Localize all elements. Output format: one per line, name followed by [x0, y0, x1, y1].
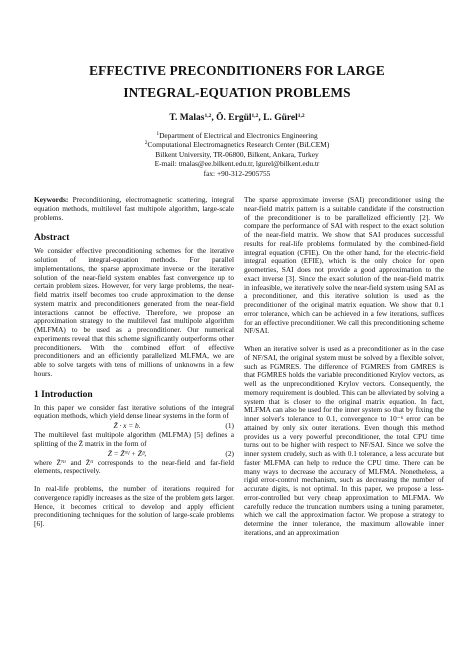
intro-paragraph: The multilevel fast multipole algorithm (MLFMA) [5] defines a splitting of the Z̄ matrix in the form of — [34, 430, 234, 448]
keywords-label: Keywords: — [34, 195, 69, 204]
author-sup: 1,2 — [251, 113, 259, 119]
title-line-1: EFFECTIVE PRECONDITIONERS FOR LARGE — [89, 63, 385, 78]
author-names: , L. Gürel — [258, 113, 298, 123]
right-column — [244, 196, 444, 538]
abstract-heading: Abstract — [34, 233, 70, 244]
author-sup: 1,2 — [297, 113, 305, 119]
author-sup: 1,2 — [204, 113, 212, 119]
abstract-text: We consider effective preconditioning schemes for the iterative solution of integral-equation methods. For parallel implementations, the sparse approximate inverse or the iterative solution of the near-field system enables fast convergence up to certain problem sizes. However, for very large problems, the near-field matrix itself becomes too crude approximation to the dense system matrix and preconditioners generated from the near-field interactions cannot be effective. Therefore, we propose an approximation strategy to the multilevel fast multipole algorithm (MLFMA) to be used as a preconditioner. Our numerical experiments reveal that this scheme significantly outperforms other preconditioners. With the combined effort of effective preconditioners and an efficiently parallelized MLFMA, we are able to solve targets with tens of millions of unknowns in a few hours. — [34, 246, 234, 378]
intro-paragraph: In real-life problems, the number of iterations required for convergence rapidly increases as the size of the problem gets larger. Hence, it becomes critical to develop and apply efficient preconditioning techniques for the solution of large-scale problems [6]. — [34, 484, 234, 528]
fax-line: fax: +90-312-2905755 — [203, 168, 271, 178]
body-paragraph: The sparse approximate inverse (SAI) preconditioner using the near-field matrix pattern is a suitable candidate if the construction of the preconditioner is to be parallelized efficiently [2]. We compare the performance of SAI with respect to the exact solution of the near-field matrix. We show that SAI produces successful results for real-life problems formulated by the combined-field integral equation (CFIE). On the other hand, for the electric-field integral equation (EFIE), which is the only choice for open geometries, SAI does not provide a good approximation to the exact inverse [3]. Since the exact solution of the near-field matrix in infeasible, we iteratively solve the near-field system using SAI as a preconditioner, and this iterative solution is used as the preconditioner of the original matrix equation. We show that 0.1 error tolerance, which can be achieved in a few iterations, suffices for an effective preconditioner. We call this preconditioning scheme NF/SAI. — [244, 195, 444, 336]
equation-2 — [34, 449, 234, 459]
equation-2-body: Z̄ = Z̄ᴺᶠ + Z̄ᶠᶠ, — [107, 448, 147, 458]
affiliation-line: $^1$Department of Electrical and Electronics Engineering — [156, 131, 318, 140]
author-list — [0, 113, 474, 123]
introduction-heading: 1 Introduction — [34, 389, 93, 400]
author-names: T. Malas — [169, 113, 205, 123]
keywords-text: Preconditioning, electromagnetic scattering, integral equation methods, multilevel fast multipole algorithm, large-scale problems. — [34, 195, 234, 222]
email-line: E-mail: tmalas@ee.bilkent.edu.tr, lgurel@bilkent.edu.tr — [154, 159, 320, 169]
author-names: , Ö. Ergül — [211, 113, 252, 123]
affiliation-block — [0, 131, 474, 178]
affiliation-line: Bilkent University, TR-06800, Bilkent, Ankara, Turkey — [155, 149, 319, 159]
intro-paragraph: where Z̄ᴺᶠ and Z̄ᶠᶠ corresponds to the near-field and far-field elements, respectively. — [34, 457, 234, 476]
body-paragraph: When an iterative solver is used as a preconditioner as in the case of NF/SAI, the original system must be solved by a flexible solver, such as FGMRES. The difference of FGMRES from GMRES is that FGMRES holds the variable preconditioned Krylov vectors, as well as the unpreconditioned Krylov vectors. Consequently, the memory requirement is doubled. This can be alleviated by solving a system that is closer to the original matrix equation. In fact, MLFMA can also be used for the inner system so that by fixing the inner solver's tolerance to 0.1, convergence to 10⁻⁶ error can be attained by only six outer iterations. Even though this method provides us a very powerful preconditioner, the total CPU time turns out to be higher with respect to NF/SAI. Since we solve the inner system crudely, such as with 0.1 tolerance, a less accurate but faster MLFMA can help to reduce the CPU time. There can be many ways to decrease the accuracy of MLFMA. Nonetheless, a rigid error-control mechanism, such as decreasing the number of accurate digits, is not optimal. In this paper, we propose a less-error-controlled but very cheap approximation to MLFMA. We carefully reduce the truncation numbers using a tuning parameter, which we call the approximation factor. We propose a strategy to determine the inner tolerance, the maximum allowable inner iterations, and an approximation — [244, 344, 444, 537]
equation-1-number: (1) — [225, 421, 234, 430]
paper-title — [0, 60, 474, 104]
intro-paragraph: In this paper we consider fast iterative solutions of the integral equation methods, which yield dense linear systems in the form of — [34, 402, 234, 421]
affiliation-line: $^2$Computational Electromagnetics Research Center (BiLCEM) — [144, 140, 330, 150]
title-line-2: INTEGRAL-EQUATION PROBLEMS — [123, 85, 351, 100]
left-column — [34, 196, 234, 529]
equation-1-body: Z̄ · x = b. — [113, 421, 141, 430]
equation-2-number: (2) — [225, 448, 234, 458]
keywords-paragraph — [34, 196, 234, 222]
